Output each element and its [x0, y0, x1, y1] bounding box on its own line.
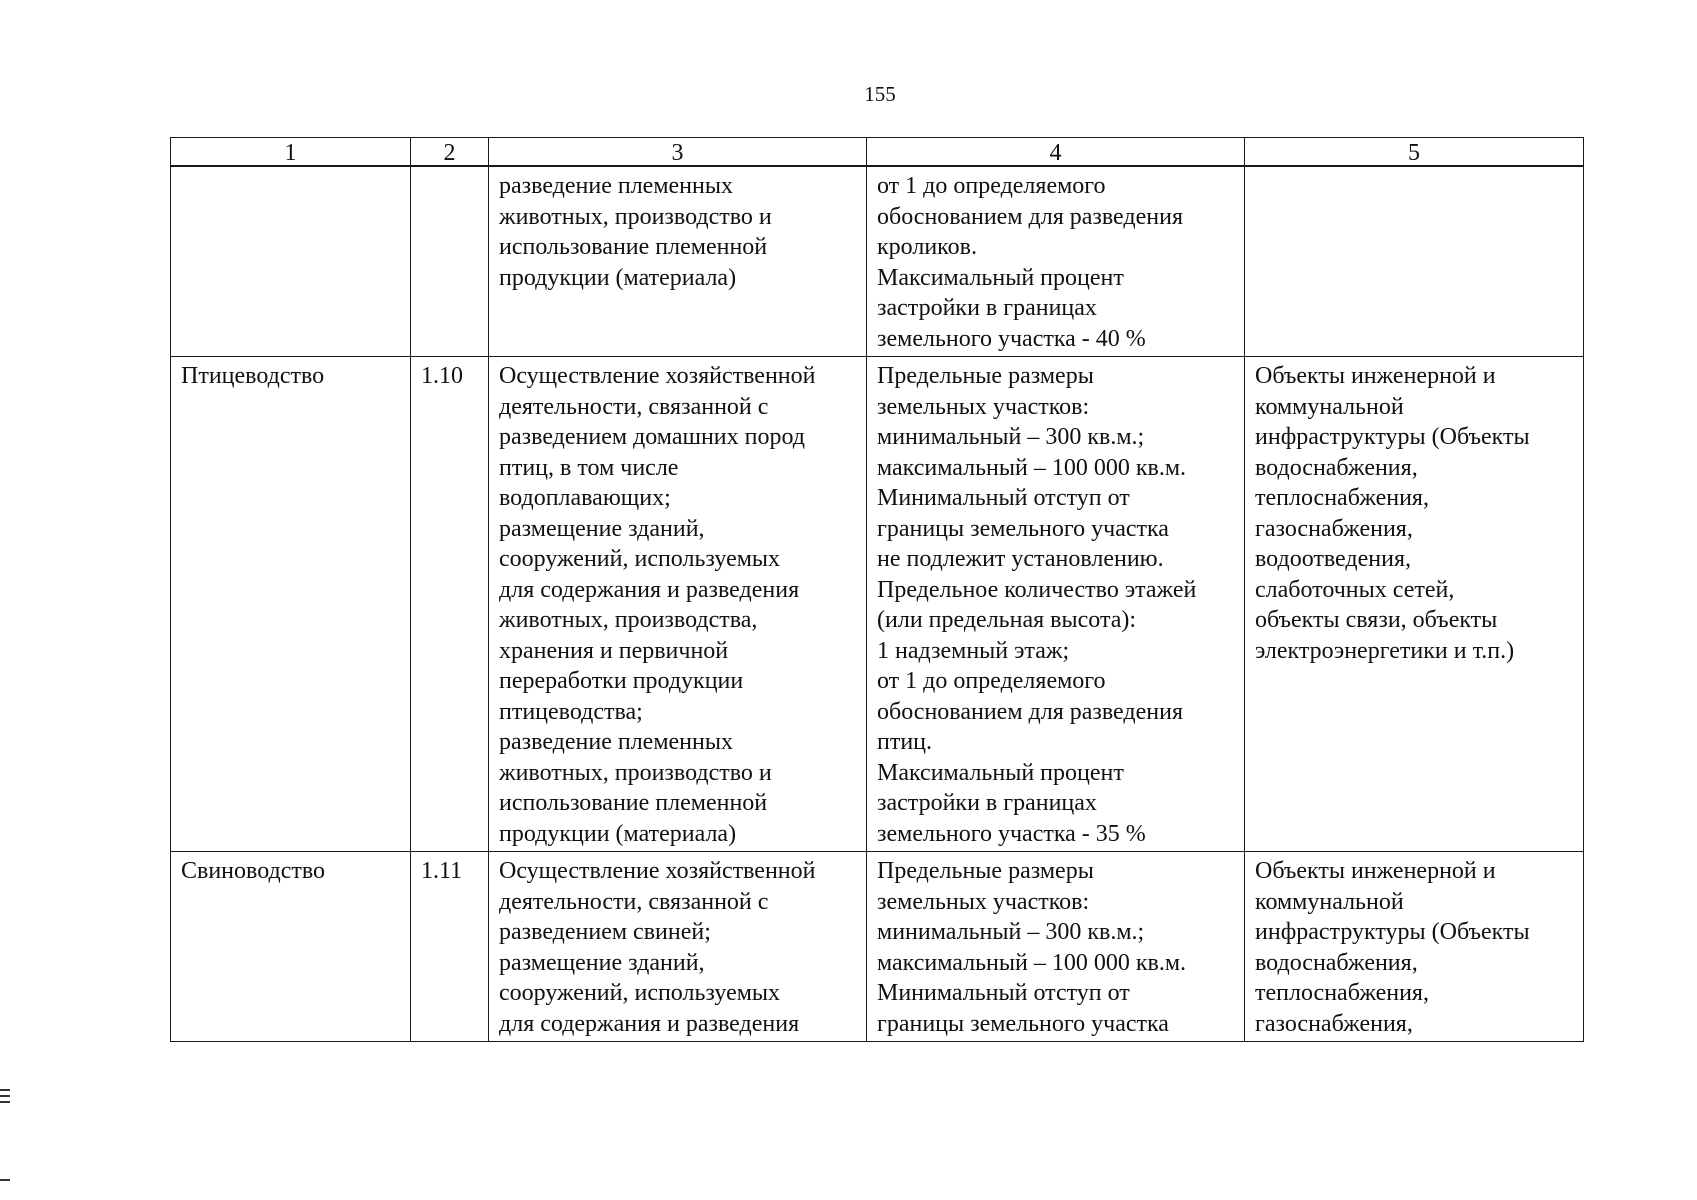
row-code: 1.10 — [411, 357, 489, 852]
row-code — [411, 166, 489, 357]
header-col-1: 1 — [171, 138, 411, 167]
header-col-2: 2 — [411, 138, 489, 167]
row-description-cell — [489, 852, 867, 1042]
row-description: Осуществление хозяйственной деятельности, связанной с разведением свиней; размещение зданий, сооружений, используемых для содержания и разведения — [499, 858, 816, 1037]
row-code: 1.11 — [421, 858, 463, 884]
table-row — [171, 852, 1584, 1042]
row-objects-cell — [1245, 852, 1584, 1042]
page-number: 155 — [864, 82, 896, 106]
row-objects: Объекты инженерной и коммунальной инфраструктуры (Объекты водоснабжения, теплоснабжения, газоснабжения, — [1255, 858, 1530, 1037]
table-header — [171, 138, 1584, 167]
row-parameters: Предельные размеры земельных участков: минимальный – 300 кв.м.; максимальный – 100 000 кв.м. Минимальный отступ от границы земельного участка — [877, 858, 1187, 1037]
scan-margin-mark — [0, 1089, 10, 1091]
row-name-cell — [171, 852, 411, 1042]
row-objects — [1245, 166, 1584, 357]
row-description: Осуществление хозяйственной деятельности, связанной с разведением домашних пород птиц, в том числе водоплавающих; размещение зданий, сооружений, используемых для содержания и разведения животных, производства, хранения и первичной переработки продукции птицеводства; разведение племенных животных, производство и использование племенной продукции (материала) — [489, 357, 867, 852]
scan-margin-mark — [0, 1095, 10, 1097]
row-parameters: Предельные размеры земельных участков: минимальный – 300 кв.м.; максимальный – 100 000 кв.м. Минимальный отступ от границы земельного участка не подлежит установлению. Предельное количество этажей (или предельная высота): 1 надземный этаж; от 1 до определяемого обоснованием для разведения птиц. Максимальный процент застройки в границах земельного участка - 35 % — [867, 357, 1245, 852]
table-row — [171, 166, 1584, 357]
row-objects: Объекты инженерной и коммунальной инфраструктуры (Объекты водоснабжения, теплоснабжения, газоснабжения, водоотведения, слаботочных сетей, объекты связи, объекты электроэнергетики и т.п.) — [1245, 357, 1584, 852]
row-parameters-cell — [867, 852, 1245, 1042]
row-name — [171, 166, 411, 357]
header-col-3: 3 — [489, 138, 867, 167]
scan-margin-mark — [0, 1101, 10, 1103]
table-row — [171, 357, 1584, 852]
header-col-4: 4 — [867, 138, 1245, 167]
regulations-table — [170, 137, 1584, 1042]
row-parameters: от 1 до определяемого обоснованием для разведения кроликов. Максимальный процент застройки в границах земельного участка - 40 % — [867, 166, 1245, 357]
row-description: разведение племенных животных, производство и использование племенной продукции (материала) — [489, 166, 867, 357]
row-code-cell — [411, 852, 489, 1042]
header-col-5: 5 — [1245, 138, 1584, 167]
row-name: Птицеводство — [171, 357, 411, 852]
scan-margin-mark — [0, 1179, 10, 1181]
row-name: Свиноводство — [181, 858, 326, 884]
